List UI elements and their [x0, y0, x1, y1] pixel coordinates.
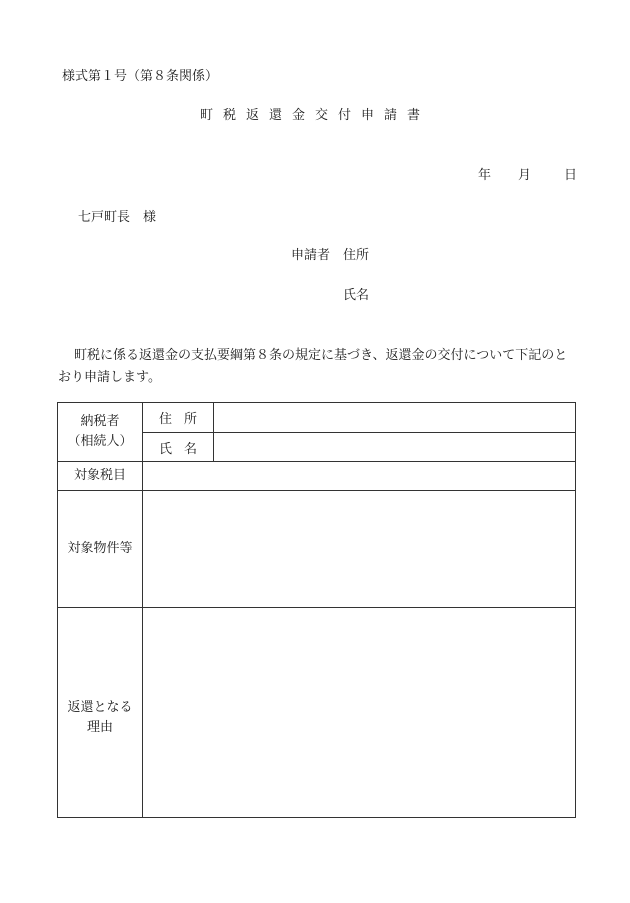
applicant-address-label: 申請者 住所: [291, 248, 370, 263]
table-row-property: [58, 491, 576, 608]
taxpayer-label-cell: [58, 403, 143, 462]
tax-item-label: 対象税目: [58, 462, 143, 491]
address-label: 住所: [158, 412, 209, 427]
reason-label-line-1: 返還となる: [67, 699, 133, 715]
property-field[interactable]: [143, 491, 576, 608]
reason-label-line-2: 理由: [86, 719, 113, 735]
form-number: 様式第１号（第８条関係）: [62, 69, 219, 84]
taxpayer-address-field[interactable]: [214, 403, 576, 433]
addressee: 七戸町長 様: [78, 210, 157, 225]
document-title: 町税返還金交付申請書: [199, 108, 430, 123]
tax-item-field[interactable]: [143, 462, 576, 491]
date-line: [478, 164, 577, 183]
request-statement-line-1: 町税に係る返還金の支払要綱第８条の規定に基づき、返還金の交付について下記のと: [74, 348, 568, 363]
table-row-reason: [58, 608, 576, 818]
reason-label-cell: [58, 608, 143, 818]
reason-field[interactable]: [143, 608, 576, 818]
property-label: 対象物件等: [58, 491, 143, 608]
heir-label: （相続人）: [67, 434, 133, 449]
name-label-cell: [143, 433, 214, 462]
taxpayer-name-field[interactable]: [214, 433, 576, 462]
applicant-name-label: 氏名: [343, 288, 370, 303]
address-label-cell: [143, 403, 214, 433]
application-table: [57, 402, 576, 818]
name-label: 氏名: [158, 441, 209, 457]
table-row-address: [58, 403, 576, 433]
month-label: 月: [518, 168, 532, 183]
year-label: 年: [478, 168, 492, 183]
day-label: 日: [564, 168, 578, 183]
table-row-tax-item: [58, 462, 576, 491]
taxpayer-label: 納税者: [80, 414, 120, 429]
request-statement: [58, 345, 583, 389]
request-statement-line-2: おり申請します。: [58, 370, 161, 385]
